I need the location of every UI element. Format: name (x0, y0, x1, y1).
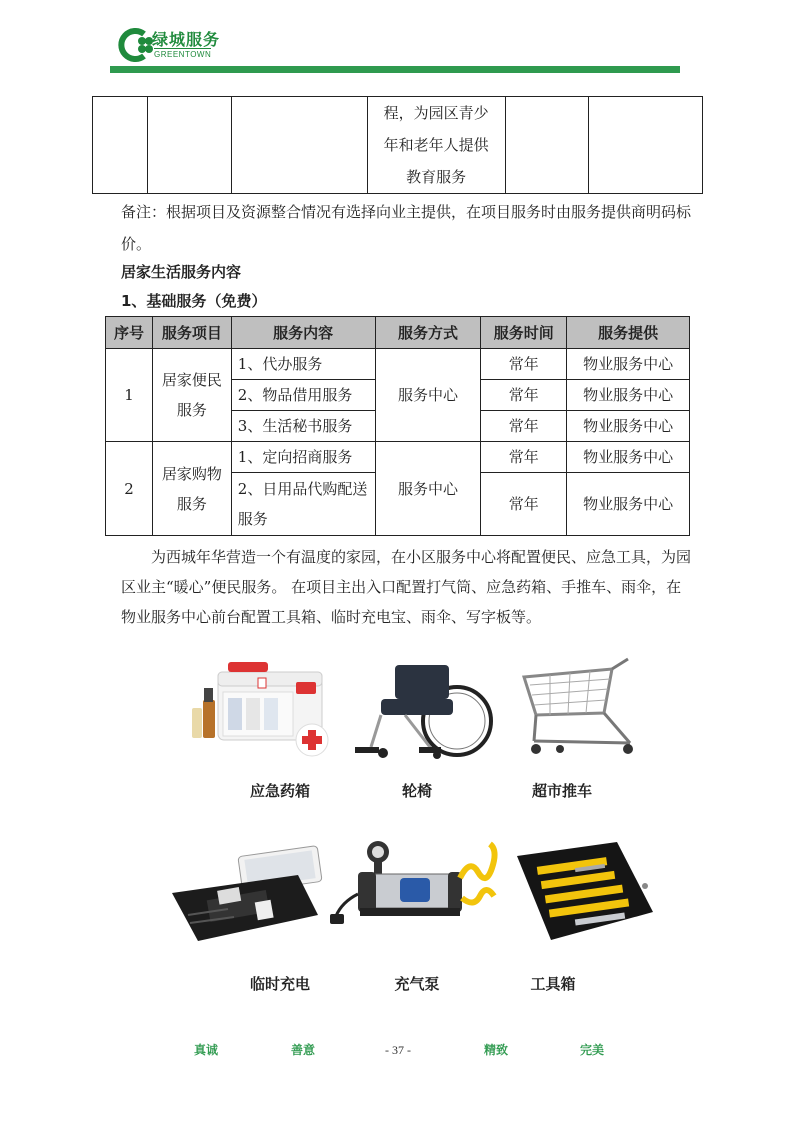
table-row (106, 442, 690, 473)
wheelchair-icon (345, 655, 495, 760)
table-cell (147, 97, 231, 194)
column-header: 服务提供 (567, 317, 690, 349)
service-provider: 物业服务中心 (567, 411, 690, 442)
service-content: 1、定向招商服务 (231, 442, 375, 473)
row-number: 2 (106, 442, 153, 536)
basic-service-table (105, 316, 690, 536)
page-number: - 37 - (385, 1043, 411, 1057)
service-content: 1、代办服务 (231, 349, 375, 380)
subsection-title: 1、基础服务（免费） (121, 292, 267, 310)
caption-shopping-cart: 超市推车 (531, 782, 592, 800)
table-row (106, 349, 690, 380)
service-time: 常年 (481, 380, 567, 411)
table-header-row (106, 317, 690, 349)
service-time: 常年 (481, 442, 567, 473)
continued-table (92, 96, 703, 194)
column-header: 服务内容 (231, 317, 375, 349)
footer-word: 精致 (484, 1043, 509, 1057)
section-title: 居家生活服务内容 (121, 263, 242, 281)
caption-toolbox: 工具箱 (530, 975, 576, 993)
service-provider: 物业服务中心 (567, 349, 690, 380)
column-header: 序号 (106, 317, 153, 349)
toolbox-icon (515, 838, 660, 943)
table-cell (505, 97, 588, 194)
caption-first-aid-kit: 应急药箱 (249, 782, 310, 800)
service-time: 常年 (481, 473, 567, 536)
brand-name-en: GREENTOWN (154, 50, 212, 59)
column-header: 服务方式 (375, 317, 481, 349)
table-cell (231, 97, 367, 194)
service-time: 常年 (481, 411, 567, 442)
service-provider: 物业服务中心 (567, 442, 690, 473)
caption-wheelchair: 轮椅 (401, 782, 432, 800)
caption-air-pump: 充气泵 (394, 975, 440, 993)
column-header: 服务时间 (481, 317, 567, 349)
service-content: 2、物品借用服务 (231, 380, 375, 411)
header-divider (110, 66, 680, 73)
remark-note: 备注：根据项目及资源整合情况有选择向业主提供，在项目服务时由服务提供商明码标价。 (121, 203, 692, 253)
content-line: 年和老年人提供 (383, 136, 489, 154)
row-number: 1 (106, 349, 153, 442)
service-item: 居家购物服务 (152, 442, 231, 536)
service-method: 服务中心 (375, 349, 481, 442)
table-cell (367, 97, 505, 194)
body-paragraph: 为西城年华营造一个有温度的家园，在小区服务中心将配置便民、应急工具，为园区业主“暖心”便民服务。 在项目主出入口配置打气筒、应急药箱、手推车、雨伞，在物业服务中心前台配置工具箱、临时充电宝、雨伞、写字板等。 (121, 548, 692, 626)
table-cell (93, 97, 148, 194)
brand-name-cn: 绿城服务 (152, 30, 221, 49)
service-provider: 物业服务中心 (567, 380, 690, 411)
service-method: 服务中心 (375, 442, 481, 536)
service-content: 3、生活秘书服务 (231, 411, 375, 442)
content-line: 教育服务 (406, 168, 467, 186)
air-pump-icon (330, 838, 500, 930)
shopping-cart-icon (520, 655, 640, 757)
content-line: 程，为园区青少 (383, 104, 489, 122)
charging-kit-icon (168, 845, 326, 945)
footer-word: 真诚 (194, 1043, 219, 1057)
service-content: 2、日用品代购配送服务 (231, 473, 375, 536)
table-cell (588, 97, 702, 194)
column-header: 服务项目 (152, 317, 231, 349)
service-time: 常年 (481, 349, 567, 380)
footer-word: 善意 (291, 1043, 316, 1057)
footer-word: 完美 (580, 1043, 605, 1057)
service-provider: 物业服务中心 (567, 473, 690, 536)
caption-charging-kit: 临时充电 (249, 975, 310, 993)
service-item: 居家便民服务 (152, 349, 231, 442)
first-aid-kit-icon (188, 658, 338, 758)
